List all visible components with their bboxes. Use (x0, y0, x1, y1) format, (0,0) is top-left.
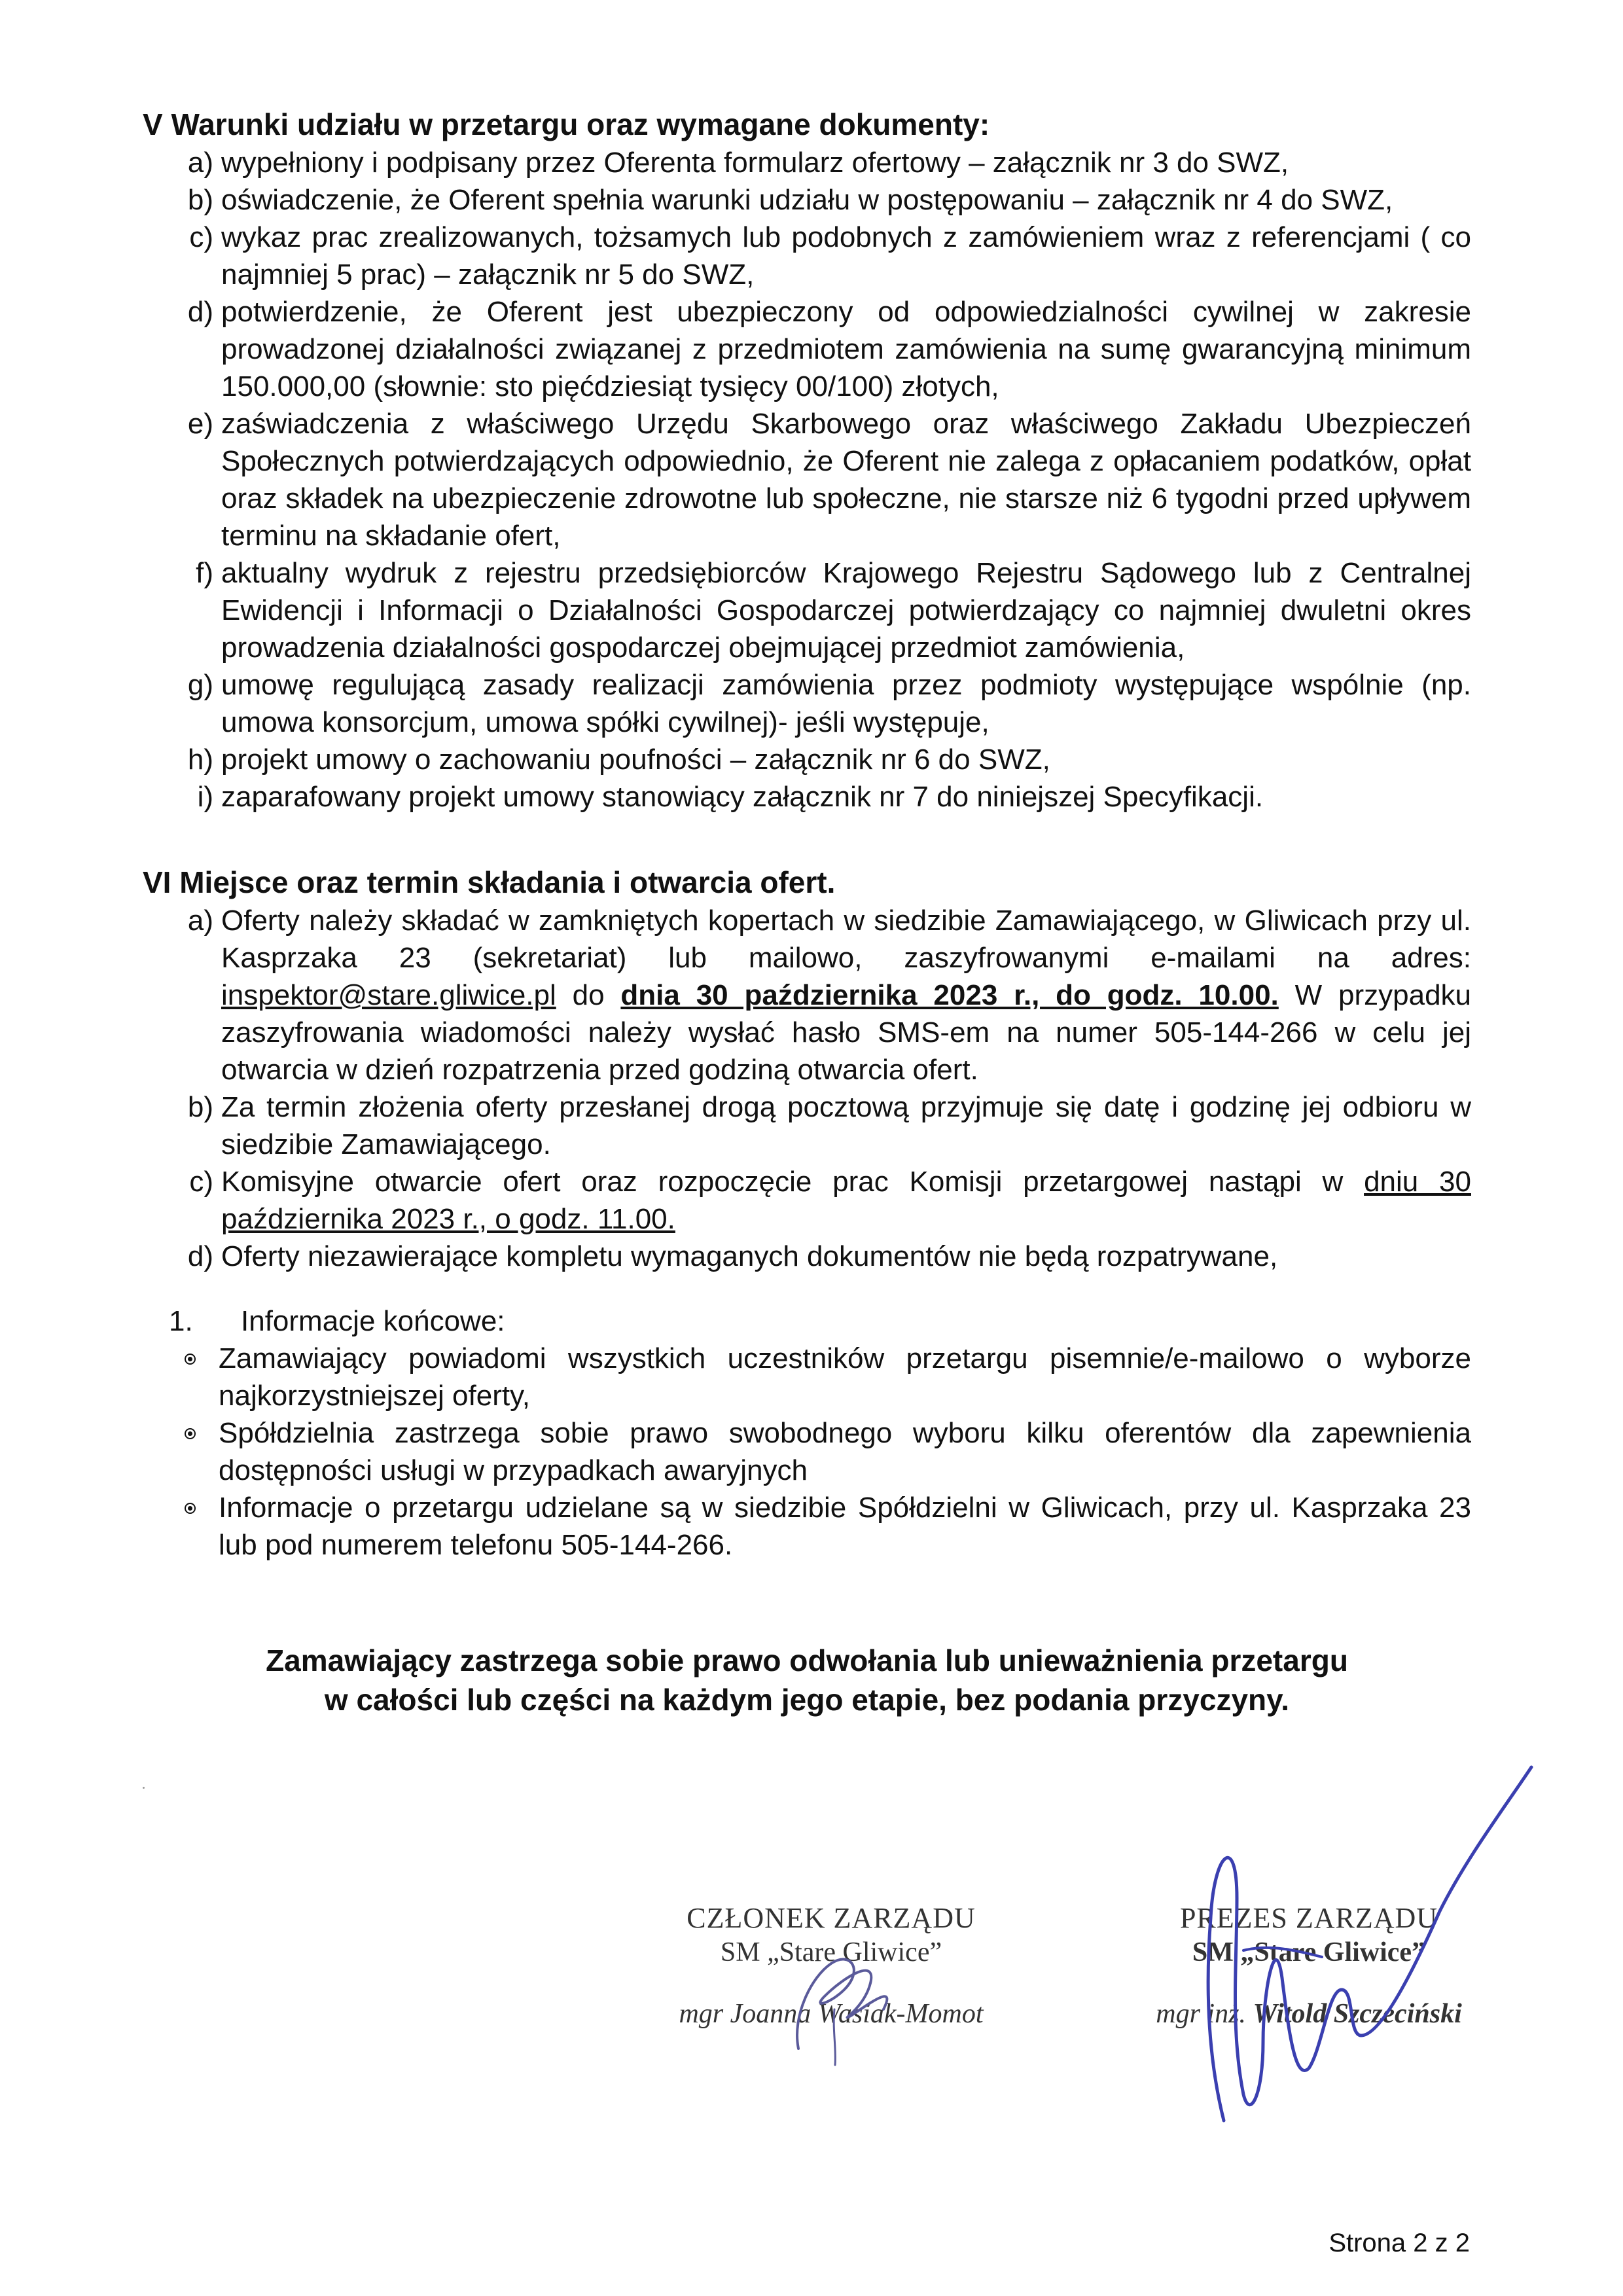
item-text: potwierdzenie, że Oferent jest ubezpieczony od odpowiedzialności cywilnej w zakresie prowadzonej działalności związanej z przedmiotem zamówienia na sumę gwarancyjną minimum 150.000,00 (słownie: sto pięćdziesiąt tysięcy 00/100) złotych, (221, 296, 1471, 403)
closing-line: w całości lub części na każdym jego etapie, bez podania przyczyny. (324, 1683, 1290, 1717)
item-text: Spółdzielnia zastrzega sobie prawo swobodnego wyboru kilku oferentów dla zapewnienia dostępności usługi w przypadkach awaryjnych (219, 1417, 1471, 1486)
closing-line: Zamawiający zastrzega sobie prawo odwołania lub unieważnienia przetargu (266, 1643, 1348, 1677)
item-text: Zamawiający powiadomi wszystkich uczestników przetargu pisemnie/e-mailowo o wyborze najkorzystniejszej oferty, (219, 1342, 1471, 1412)
item-marker: c) (189, 1166, 213, 1198)
item-marker: a) (187, 147, 213, 179)
item-text: zaświadczenia z właściwego Urzędu Skarbowego oraz właściwego Zakładu Ubezpieczeń Społecznych potwierdzających odpowiednio, że Oferent nie zalega z opłacaniem podatków, opłat oraz składek na ubezpieczenie zdrowotne lub społeczne, nie starsze niż 6 tygodni przed upływem terminu na składanie ofert, (221, 408, 1471, 552)
document-body (143, 105, 1471, 1719)
stamp-name-prefix: mgr inż. (1156, 1999, 1253, 2029)
item-marker: b) (187, 184, 213, 216)
item-text: umowę regulującą zasady realizacji zamówienia przez podmioty występujące wspólnie (np. umowa konsorcjum, umowa spółki cywilnej)- jeśli występuje, (221, 669, 1471, 738)
item-marker: b) (187, 1091, 213, 1123)
signature-stamp-president (1152, 1901, 1466, 2031)
bullet-icon (185, 1503, 196, 1514)
final-info-list (143, 1340, 1471, 1564)
section-5-list (143, 144, 1471, 816)
final-info-heading (143, 1302, 1471, 1340)
item-marker: c) (189, 221, 213, 253)
list-item (143, 1414, 1471, 1489)
list-item (143, 902, 1471, 1088)
bullet-icon (185, 1354, 196, 1365)
item-marker: d) (187, 1240, 213, 1272)
item-marker: g) (187, 669, 213, 701)
item-text: projekt umowy o zachowaniu poufności – załącznik nr 6 do SWZ, (221, 744, 1050, 776)
item-text: Za termin złożenia oferty przesłanej drogą pocztową przyjmuje się datę i godzinę jej odbioru w siedzibie Zamawiającego. (221, 1091, 1471, 1160)
list-item (143, 1163, 1471, 1238)
item-marker: a) (187, 905, 213, 937)
scan-speck (143, 1787, 145, 1789)
signature-stamp-board-member (661, 1901, 1001, 2031)
item-text: W przypadku zaszyfrowania wiadomości należy wysłać hasło SMS-em na numer 505-144-266 w celu jej otwarcia w dzień rozpatrzenia przed godziną otwarcia ofert. (221, 979, 1472, 1086)
deadline-text: dnia 30 października 2023 r., do godz. 10.00. (620, 979, 1279, 1011)
page-number: Strona 2 z 2 (1329, 2229, 1470, 2257)
item-text: Informacje o przetargu udzielane są w siedzibie Spółdzielni w Gliwicach, przy ul. Kasprzaka 23 lub pod numerem telefonu 505-144-266. (219, 1492, 1471, 1561)
item-text: zaparafowany projekt umowy stanowiący załącznik nr 7 do niniejszej Specyfikacji. (221, 781, 1264, 813)
item-text: Oferty należy składać w zamkniętych kopertach w siedzibie Zamawiającego, w Gliwicach przy ul. Kasprzaka 23 (sekretariat) lub mailowo, zaszyfrowanymi e-mailami na adres: (221, 905, 1471, 974)
section-gap (143, 816, 1471, 863)
stamp-role: CZŁONEK ZARZĄDU (687, 1902, 976, 1934)
item-text: wykaz prac zrealizowanych, tożsamych lub podobnych z zamówieniem wraz z referencjami ( co najmniej 5 prac) – załącznik nr 5 do SWZ, (221, 221, 1471, 291)
item-text: aktualny wydruk z rejestru przedsiębiorców Krajowego Rejestru Sądowego lub z Centralnej Ewidencji i Informacji o Działalności Gospodarczej potwierdzający co najmniej dwuletni okres prowadzenia działalności gospodarczej obejmującej przedmiot zamówienia, (221, 557, 1471, 664)
list-item (143, 293, 1471, 405)
stamp-role: PREZES ZARZĄDU (1179, 1902, 1438, 1934)
list-item (143, 181, 1471, 219)
final-info-title: Informacje końcowe: (241, 1305, 505, 1337)
closing-statement (143, 1641, 1471, 1719)
opening-date: dniu 30 października 2023 r., o godz. 11.00. (221, 1166, 1471, 1235)
stamp-org: SM „Stare Gliwice” (720, 1937, 942, 1967)
list-item (143, 778, 1471, 816)
list-item (143, 666, 1471, 741)
section-6-list (143, 902, 1471, 1275)
item-text: Komisyjne otwarcie ofert oraz rozpoczęcie prac Komisji przetargowej nastąpi w (221, 1166, 1364, 1198)
list-item (143, 554, 1471, 666)
item-marker: f) (196, 557, 213, 589)
item-marker: d) (187, 296, 213, 328)
item-text: oświadczenie, że Oferent spełnia warunki udziału w postępowaniu – załącznik nr 4 do SWZ, (221, 184, 1393, 216)
item-text: do (556, 979, 621, 1011)
stamp-org: SM „Stare Gliwice” (1192, 1937, 1426, 1967)
item-text: Oferty niezawierające kompletu wymaganych dokumentów nie będą rozpatrywane, (221, 1240, 1278, 1272)
section-6-title: VI Miejsce oraz termin składania i otwarcia ofert. (143, 865, 836, 899)
list-item (143, 144, 1471, 181)
item-text: wypełniony i podpisany przez Oferenta formularz ofertowy – załącznik nr 3 do SWZ, (221, 147, 1289, 179)
section-5-title: V Warunki udziału w przetargu oraz wymagane dokumenty: (143, 107, 990, 141)
stamp-name: mgr Joanna Wasiak-Momot (679, 1999, 984, 2029)
item-marker: h) (187, 744, 213, 776)
bullet-icon (185, 1428, 196, 1439)
list-item (143, 1088, 1471, 1163)
stamp-name-line (1152, 1997, 1466, 2031)
list-item (143, 1489, 1471, 1564)
list-item (143, 219, 1471, 293)
list-item (143, 405, 1471, 554)
list-item (143, 1340, 1471, 1414)
list-item (143, 741, 1471, 778)
final-info-number: 1. (169, 1305, 193, 1337)
list-item (143, 1238, 1471, 1275)
email-link[interactable]: inspektor@stare.gliwice.pl (221, 979, 556, 1011)
item-marker: i) (197, 781, 213, 813)
item-marker: e) (187, 408, 213, 440)
stamp-name: Witold Szczeciński (1253, 1999, 1462, 2029)
